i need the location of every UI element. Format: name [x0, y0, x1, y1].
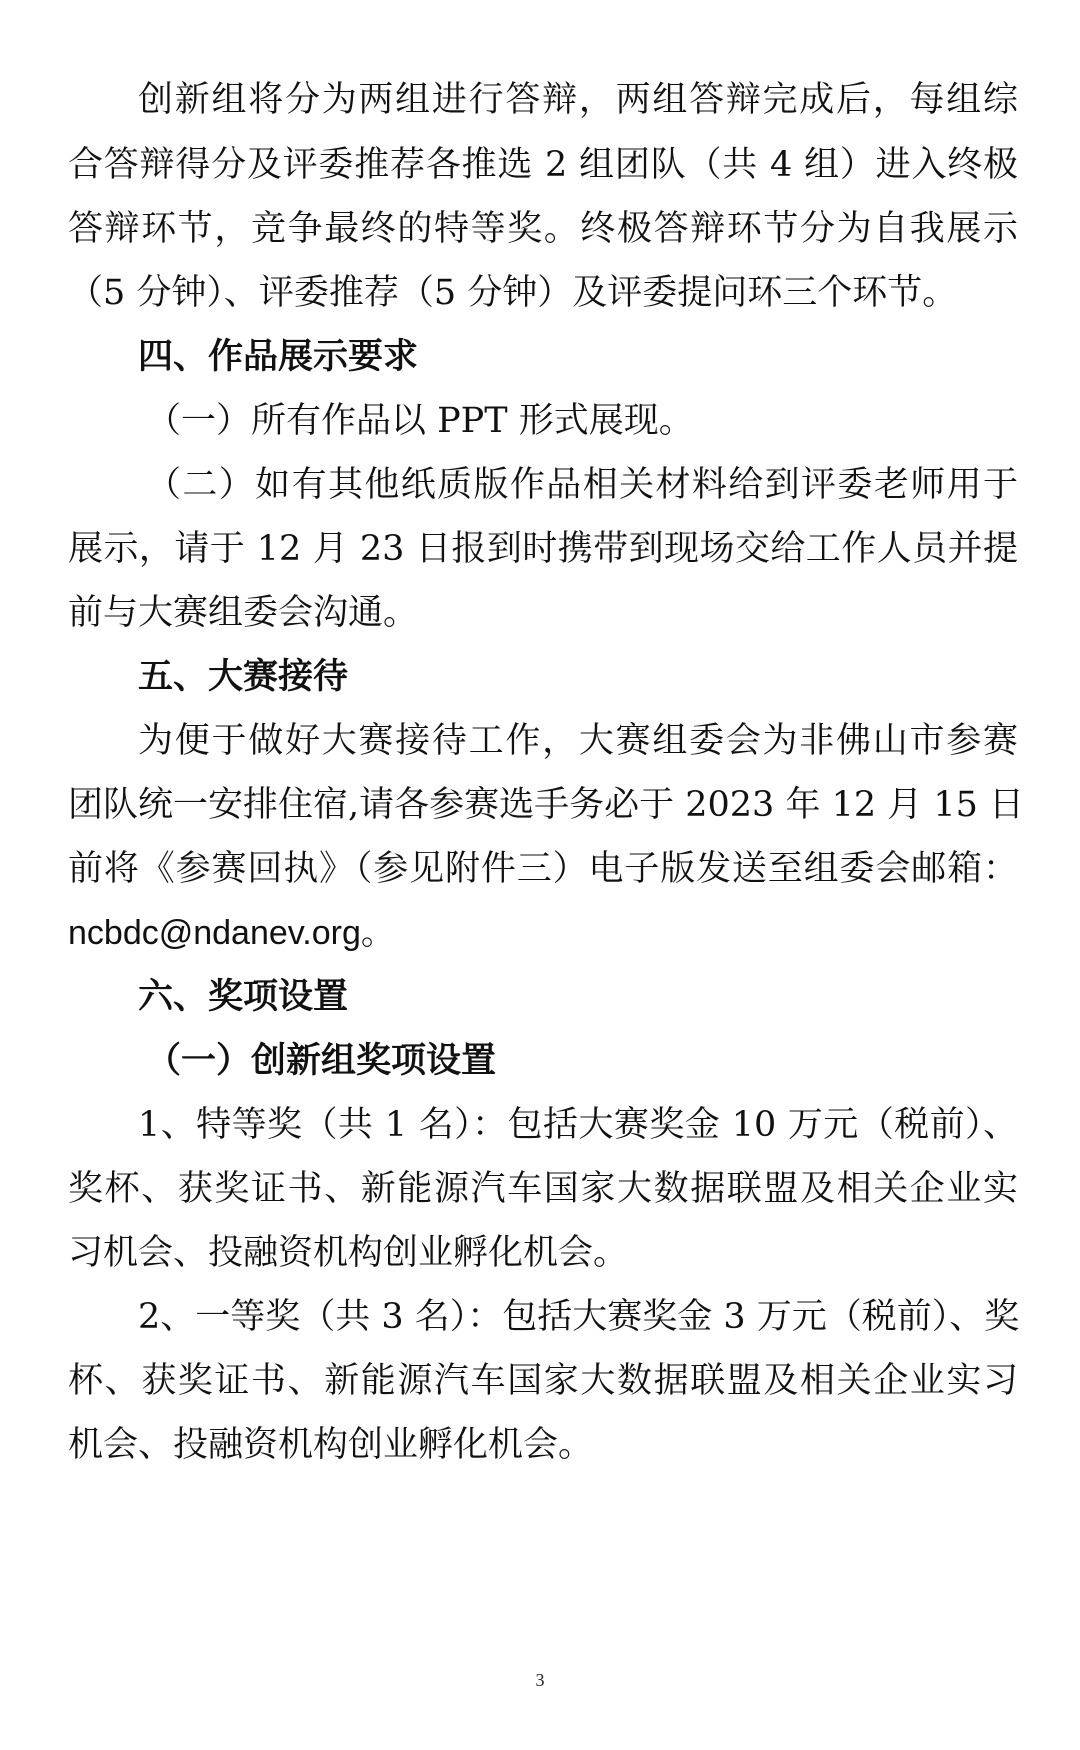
- paragraph-line: 前将《参赛回执》（参见附件三）电子版发送至组委会邮箱：: [68, 849, 1018, 889]
- section-heading: 六、奖项设置: [138, 977, 349, 1017]
- paragraph-line: 1、特等奖（共 1 名）：包括大赛奖金 10 万元（税前）、: [138, 1105, 1018, 1145]
- paragraph-line: （5 分钟）、评委推荐（5 分钟）及评委提问环三个环节。: [68, 273, 958, 313]
- paragraph-line: 合答辩得分及评委推荐各推选 2 组团队（共 4 组）进入终极: [68, 145, 1018, 185]
- subsection-heading: （一）创新组奖项设置: [146, 1041, 497, 1081]
- paragraph-line: 习机会、投融资机构创业孵化机会。: [68, 1233, 629, 1273]
- paragraph-line: 杯、获奖证书、新能源汽车国家大数据联盟及相关企业实习: [68, 1361, 1018, 1401]
- paragraph-line: 创新组将分为两组进行答辩，两组答辩完成后，每组综: [138, 80, 1018, 120]
- paragraph-line: 奖杯、获奖证书、新能源汽车国家大数据联盟及相关企业实: [68, 1169, 1018, 1209]
- paragraph-line: 前与大赛组委会沟通。: [68, 593, 419, 633]
- section-heading: 四、作品展示要求: [138, 337, 419, 377]
- paragraph-line: （二）如有其他纸质版作品相关材料给到评委老师用于: [146, 465, 1018, 505]
- paragraph-line: 2、一等奖（共 3 名）：包括大赛奖金 3 万元（税前）、奖: [138, 1297, 1020, 1337]
- paragraph-line: 为便于做好大赛接待工作，大赛组委会为非佛山市参赛: [138, 721, 1018, 761]
- paragraph-line: 机会、投融资机构创业孵化机会。: [68, 1425, 594, 1465]
- paragraph-line: 团队统一安排住宿,请各参赛选手务必于 2023 年 12 月 15 日: [68, 785, 1025, 825]
- page-number: 3: [535, 1670, 545, 1690]
- list-item: （一）所有作品以 PPT 形式展现。: [146, 401, 694, 441]
- section-heading: 五、大赛接待: [138, 657, 349, 697]
- paragraph-line: 答辩环节，竞争最终的特等奖。终极答辩环节分为自我展示: [68, 209, 1018, 249]
- paragraph-line: 展示，请于 12 月 23 日报到时携带到现场交给工作人员并提: [68, 529, 1018, 569]
- email-address: ncbdc@ndanev.org。: [68, 914, 395, 952]
